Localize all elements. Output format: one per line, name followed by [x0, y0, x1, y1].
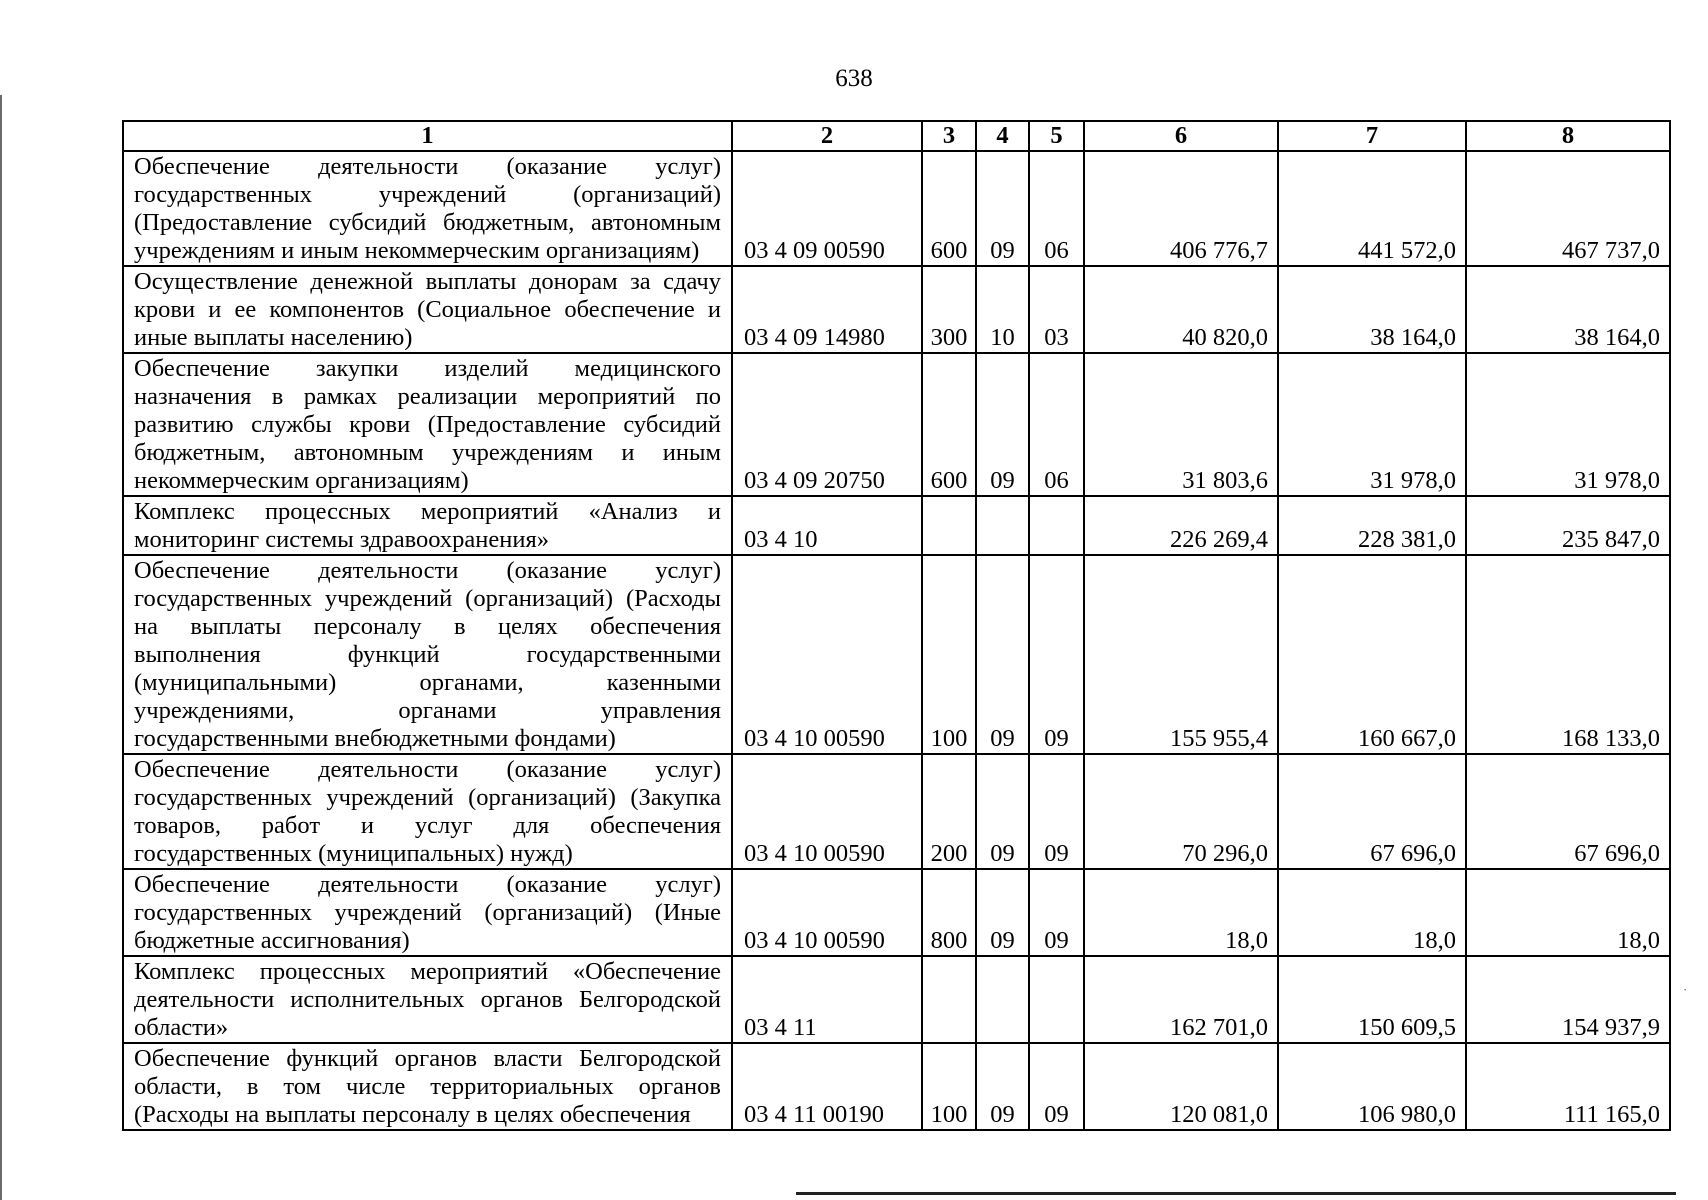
page-left-edge — [0, 95, 2, 1200]
row-vr: 600 — [922, 353, 976, 496]
row-vr: 600 — [922, 151, 976, 266]
row-amount-col7: 38 164,0 — [1278, 266, 1466, 353]
row-rz — [976, 496, 1029, 555]
row-amount-col7: 106 980,0 — [1278, 1043, 1466, 1130]
row-rz: 09 — [976, 353, 1029, 496]
row-amount-col6: 18,0 — [1084, 869, 1278, 956]
row-pr: 09 — [1029, 1043, 1084, 1130]
row-pr: 03 — [1029, 266, 1084, 353]
row-code: 03 4 11 00190 — [732, 1043, 922, 1130]
header-col-5: 5 — [1029, 121, 1084, 151]
header-col-4: 4 — [976, 121, 1029, 151]
row-code: 03 4 10 00590 — [732, 754, 922, 869]
row-amount-col7: 67 696,0 — [1278, 754, 1466, 869]
row-amount-col6: 120 081,0 — [1084, 1043, 1278, 1130]
row-pr — [1029, 956, 1084, 1043]
row-pr: 09 — [1029, 869, 1084, 956]
row-description: Осуществление денежной выплаты донорам за сдачу крови и ее компонентов (Социальное обеспечение и иные выплаты населению) — [123, 266, 732, 353]
row-pr: 06 — [1029, 353, 1084, 496]
page-number: 638 — [835, 65, 873, 92]
header-col-7: 7 — [1278, 121, 1466, 151]
header-col-8: 8 — [1466, 121, 1670, 151]
row-amount-col8: 67 696,0 — [1466, 754, 1670, 869]
header-col-6: 6 — [1084, 121, 1278, 151]
row-rz: 09 — [976, 1043, 1029, 1130]
table-row — [123, 555, 1670, 754]
row-code: 03 4 10 00590 — [732, 869, 922, 956]
row-amount-col8: 154 937,9 — [1466, 956, 1670, 1043]
row-description: Комплекс процессных мероприятий «Обеспечение деятельности исполнительных органов Белгородской области» — [123, 956, 732, 1043]
row-amount-col7: 441 572,0 — [1278, 151, 1466, 266]
row-vr: 100 — [922, 1043, 976, 1130]
row-description: Обеспечение деятельности (оказание услуг) государственных учреждений (организаций) (Предоставление субсидий бюджетным, автономным учреждениям и иным некоммерческим организациям) — [123, 151, 732, 266]
table-row — [123, 151, 1670, 266]
header-row — [123, 121, 1670, 151]
row-description: Обеспечение деятельности (оказание услуг) государственных учреждений (организаций) (Расходы на выплаты персоналу в целях обеспечения выполнения функций государственными (муниципальными) органами, казенными учреждениями, органами управления государственными внебюджетными фондами) — [123, 555, 732, 754]
row-vr: 100 — [922, 555, 976, 754]
table-row — [123, 956, 1670, 1043]
row-amount-col6: 31 803,6 — [1084, 353, 1278, 496]
row-amount-col6: 70 296,0 — [1084, 754, 1278, 869]
row-vr — [922, 496, 976, 555]
row-description: Комплекс процессных мероприятий «Анализ и мониторинг системы здравоохранения» — [123, 496, 732, 555]
row-code: 03 4 10 00590 — [732, 555, 922, 754]
row-rz: 09 — [976, 869, 1029, 956]
table-row — [123, 266, 1670, 353]
row-vr: 200 — [922, 754, 976, 869]
row-amount-col6: 155 955,4 — [1084, 555, 1278, 754]
row-amount-col7: 18,0 — [1278, 869, 1466, 956]
row-amount-col8: 111 165,0 — [1466, 1043, 1670, 1130]
row-amount-col7: 160 667,0 — [1278, 555, 1466, 754]
row-code: 03 4 09 14980 — [732, 266, 922, 353]
row-amount-col8: 38 164,0 — [1466, 266, 1670, 353]
row-vr: 300 — [922, 266, 976, 353]
header-col-2: 2 — [732, 121, 922, 151]
row-description: Обеспечение функций органов власти Белгородской области, в том числе территориальных органов (Расходы на выплаты персоналу в целях обеспечения — [123, 1043, 732, 1130]
row-rz: 09 — [976, 754, 1029, 869]
row-code: 03 4 10 — [732, 496, 922, 555]
table-row — [123, 496, 1670, 555]
table-row — [123, 869, 1670, 956]
row-amount-col8: 18,0 — [1466, 869, 1670, 956]
row-description: Обеспечение деятельности (оказание услуг) государственных учреждений (организаций) (Закупка товаров, работ и услуг для обеспечения государственных (муниципальных) нужд) — [123, 754, 732, 869]
row-rz — [976, 956, 1029, 1043]
table-row — [123, 353, 1670, 496]
row-amount-col7: 228 381,0 — [1278, 496, 1466, 555]
row-amount-col8: 31 978,0 — [1466, 353, 1670, 496]
row-description: Обеспечение закупки изделий медицинского назначения в рамках реализации мероприятий по развитию службы крови (Предоставление субсидий бюджетным, автономным учреждениям и иным некоммерческим организациям) — [123, 353, 732, 496]
table-row — [123, 1043, 1670, 1130]
row-pr — [1029, 496, 1084, 555]
row-pr: 09 — [1029, 754, 1084, 869]
row-code: 03 4 11 — [732, 956, 922, 1043]
row-pr: 06 — [1029, 151, 1084, 266]
row-pr: 09 — [1029, 555, 1084, 754]
row-amount-col6: 226 269,4 — [1084, 496, 1278, 555]
row-rz: 09 — [976, 555, 1029, 754]
row-amount-col6: 40 820,0 — [1084, 266, 1278, 353]
margin-mark: · — [1683, 982, 1688, 997]
header-col-3: 3 — [922, 121, 976, 151]
bottom-rule — [796, 1192, 1676, 1195]
row-amount-col7: 31 978,0 — [1278, 353, 1466, 496]
header-col-1: 1 — [123, 121, 732, 151]
row-amount-col6: 162 701,0 — [1084, 956, 1278, 1043]
row-code: 03 4 09 00590 — [732, 151, 922, 266]
row-rz: 10 — [976, 266, 1029, 353]
row-amount-col6: 406 776,7 — [1084, 151, 1278, 266]
row-description: Обеспечение деятельности (оказание услуг) государственных учреждений (организаций) (Иные бюджетные ассигнования) — [123, 869, 732, 956]
row-amount-col8: 235 847,0 — [1466, 496, 1670, 555]
table-row — [123, 754, 1670, 869]
row-vr: 800 — [922, 869, 976, 956]
row-amount-col7: 150 609,5 — [1278, 956, 1466, 1043]
row-code: 03 4 09 20750 — [732, 353, 922, 496]
budget-table — [122, 120, 1671, 1131]
row-amount-col8: 168 133,0 — [1466, 555, 1670, 754]
row-rz: 09 — [976, 151, 1029, 266]
row-vr — [922, 956, 976, 1043]
row-amount-col8: 467 737,0 — [1466, 151, 1670, 266]
